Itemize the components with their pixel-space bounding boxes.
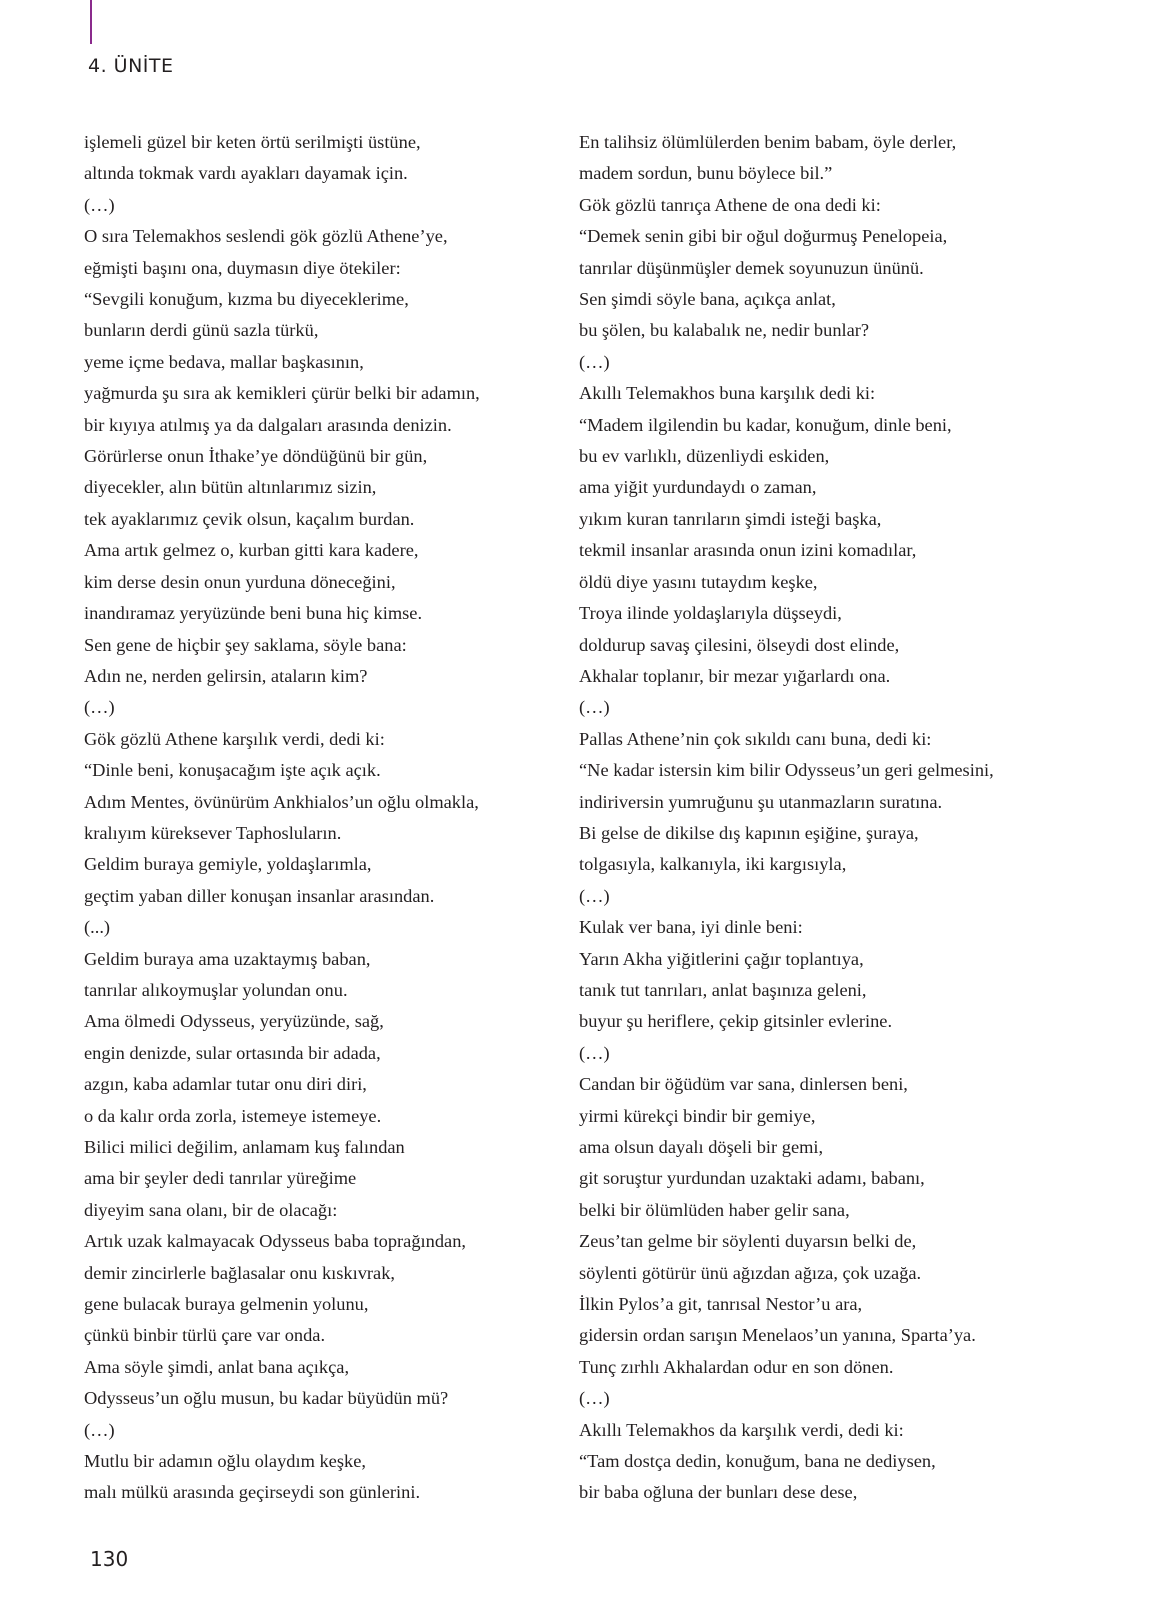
verse-line: Troya ilinde yoldaşlarıyla düşseydi,	[579, 603, 842, 624]
verse-line: azgın, kaba adamlar tutar onu diri diri,	[84, 1074, 367, 1095]
page-number: 130	[90, 1547, 129, 1571]
verse-line: diyecekler, alın bütün altınlarımız sizin,	[84, 477, 377, 498]
verse-line: “Ne kadar istersin kim bilir Odysseus’un geri gelmesini,	[579, 760, 994, 781]
verse-line: gene bulacak buraya gelmenin yolunu,	[84, 1294, 369, 1315]
verse-line: Geldim buraya ama uzaktaymış baban,	[84, 948, 371, 969]
verse-line: (…)	[579, 1042, 610, 1063]
verse-line: Adım Mentes, övünürüm Ankhialos’un oğlu olmakla,	[84, 791, 479, 812]
verse-line: o da kalır orda zorla, istemeye istemeye.	[84, 1105, 382, 1126]
verse-line: ama bir şeyler dedi tanrılar yüreğime	[84, 1168, 357, 1189]
verse-line: demir zincirlerle bağlasalar onu kıskıvrak,	[84, 1262, 395, 1283]
verse-line: Artık uzak kalmayacak Odysseus baba toprağından,	[84, 1231, 466, 1252]
verse-line: belki bir ölümlüden haber gelir sana,	[579, 1199, 850, 1220]
verse-line: ama yiğit yurdundaydı o zaman,	[579, 477, 817, 498]
verse-line: Sen şimdi söyle bana, açıkça anlat,	[579, 289, 836, 310]
verse-line: Tunç zırhlı Akhalardan odur en son dönen.	[579, 1356, 894, 1377]
verse-line: git soruştur yurdundan uzaktaki adamı, babanı,	[579, 1168, 925, 1189]
verse-line: “Dinle beni, konuşacağım işte açık açık.	[84, 760, 381, 781]
verse-line: O sıra Telemakhos seslendi gök gözlü Athene’ye,	[84, 226, 448, 247]
verse-line: Mutlu bir adamın oğlu olaydım keşke,	[84, 1451, 366, 1472]
verse-line: işlemeli güzel bir keten örtü serilmişti üstüne,	[84, 132, 421, 152]
verse-line: Gök gözlü tanrıça Athene de ona dedi ki:	[579, 194, 881, 215]
verse-line: buyur şu heriflere, çekip gitsinler evlerine.	[579, 1011, 893, 1032]
verse-line: bu şölen, bu kalabalık ne, nedir bunlar?	[579, 320, 870, 341]
verse-line: altında tokmak vardı ayakları dayamak için.	[84, 163, 408, 184]
verse-line: tanrılar alıkoymuşlar yolundan onu.	[84, 979, 348, 1000]
verse-line: Akıllı Telemakhos buna karşılık dedi ki:	[579, 383, 876, 404]
verse-line: Candan bir öğüdüm var sana, dinlersen beni,	[579, 1074, 908, 1095]
verse-line: “Tam dostça dedin, konuğum, bana ne dediysen,	[579, 1451, 936, 1472]
verse-line: bu ev varlıklı, düzenliydi eskiden,	[579, 446, 830, 467]
verse-line: yirmi kürekçi bindir bir gemiye,	[579, 1105, 816, 1126]
verse-line: En talihsiz ölümlülerden benim babam, öyle derler,	[579, 132, 957, 152]
verse-line: ama olsun dayalı döşeli bir gemi,	[579, 1137, 824, 1157]
verse-line: “Madem ilgilendin bu kadar, konuğum, dinle beni,	[579, 414, 952, 435]
verse-line: doldurup savaş çilesini, ölseydi dost elinde,	[579, 634, 900, 655]
verse-line: indiriversin yumruğunu şu utanmazların suratına.	[579, 791, 943, 812]
verse-line: eğmişti başını ona, duymasın diye ötekiler:	[84, 257, 401, 278]
verse-line: engin denizde, sular ortasında bir adada,	[84, 1042, 381, 1063]
verse-line: yıkım kuran tanrıların şimdi isteği başka,	[579, 508, 882, 529]
verse-line: (...)	[84, 917, 111, 938]
verse-line: tolgasıyla, kalkanıyla, iki kargısıyla,	[579, 854, 847, 875]
verse-line: malı mülkü arasında geçirseydi son günlerini.	[84, 1482, 421, 1503]
verse-line: Ama söyle şimdi, anlat bana açıkça,	[84, 1356, 350, 1377]
verse-line: Zeus’tan gelme bir söylenti duyarsın belki de,	[579, 1231, 917, 1252]
verse-line: tanrılar düşünmüşler demek soyunuzun ününü.	[579, 257, 924, 278]
verse-line: (…)	[84, 1419, 115, 1440]
verse-line: madem sordun, bunu böylece bil.”	[579, 163, 833, 184]
verse-line: “Demek senin gibi bir oğul doğurmuş Penelopeia,	[579, 226, 948, 247]
verse-line: Adın ne, nerden gelirsin, ataların kim?	[84, 665, 368, 686]
verse-line: öldü diye yasını tutaydım keşke,	[579, 571, 818, 592]
verse-line: diyeyim sana olanı, bir de olacağı:	[84, 1199, 338, 1220]
header-accent-bar	[90, 0, 92, 44]
verse-line: (…)	[579, 697, 610, 718]
verse-line: geçtim yaban diller konuşan insanlar arasından.	[84, 885, 435, 906]
verse-line: Kulak ver bana, iyi dinle beni:	[579, 917, 803, 938]
verse-line: (…)	[579, 1388, 610, 1409]
verse-line: Akıllı Telemakhos da karşılık verdi, dedi ki:	[579, 1419, 904, 1440]
verse-line: Bi gelse de dikilse dış kapının eşiğine, şuraya,	[579, 822, 919, 843]
verse-line: yeme içme bedava, mallar başkasının,	[84, 351, 364, 372]
verse-line: tekmil insanlar arasında onun izini komadılar,	[579, 540, 917, 561]
verse-line: (…)	[579, 885, 610, 906]
verse-line: kralıyım küreksever Taphosluların.	[84, 822, 342, 843]
verse-line: (…)	[84, 697, 115, 718]
verse-line: “Sevgili konuğum, kızma bu diyeceklerime,	[84, 289, 409, 310]
verse-line: Yarın Akha yiğitlerini çağır toplantıya,	[579, 948, 864, 969]
verse-line: bir kıyıya atılmış ya da dalgaları arasında denizin.	[84, 414, 452, 435]
verse-line: tanık tut tanrıları, anlat başınıza geleni,	[579, 979, 867, 1000]
unit-label: 4. ÜNİTE	[88, 55, 174, 77]
verse-line: inandıramaz yeryüzünde beni buna hiç kimse.	[84, 603, 423, 624]
left-text-column	[84, 127, 554, 1509]
verse-line: bir baba oğluna der bunları dese dese,	[579, 1482, 858, 1503]
verse-line: İlkin Pylos’a git, tanrısal Nestor’u ara,	[579, 1294, 863, 1315]
verse-line: yağmurda şu sıra ak kemikleri çürür belki bir adamın,	[84, 383, 480, 404]
verse-line: çünkü binbir türlü çare var onda.	[84, 1325, 326, 1346]
verse-line: Bilici milici değilim, anlamam kuş falından	[84, 1137, 405, 1157]
verse-line: bunların derdi günü sazla türkü,	[84, 320, 319, 341]
verse-line: Sen gene de hiçbir şey saklama, söyle bana:	[84, 634, 407, 655]
verse-line: (…)	[579, 351, 610, 372]
verse-line: Ama ölmedi Odysseus, yeryüzünde, sağ,	[84, 1011, 384, 1032]
verse-line: Geldim buraya gemiyle, yoldaşlarımla,	[84, 854, 372, 875]
verse-line: Odysseus’un oğlu musun, bu kadar büyüdün mü?	[84, 1388, 449, 1409]
verse-line: Pallas Athene’nin çok sıkıldı canı buna, dedi ki:	[579, 728, 932, 749]
verse-line: kim derse desin onun yurduna döneceğini,	[84, 571, 396, 592]
verse-line: gidersin ordan sarışın Menelaos’un yanına, Sparta’ya.	[579, 1325, 976, 1346]
verse-line: söylenti götürür ünü ağızdan ağıza, çok uzağa.	[579, 1262, 922, 1283]
verse-line: tek ayaklarımız çevik olsun, kaçalım burdan.	[84, 508, 415, 529]
verse-line: Akhalar toplanır, bir mezar yığarlardı ona.	[579, 665, 891, 686]
verse-line: Gök gözlü Athene karşılık verdi, dedi ki:	[84, 728, 385, 749]
verse-line: (…)	[84, 194, 115, 215]
right-text-column	[579, 127, 1079, 1509]
verse-line: Görürlerse onun İthake’ye döndüğünü bir gün,	[84, 446, 428, 467]
verse-line: Ama artık gelmez o, kurban gitti kara kadere,	[84, 540, 419, 561]
